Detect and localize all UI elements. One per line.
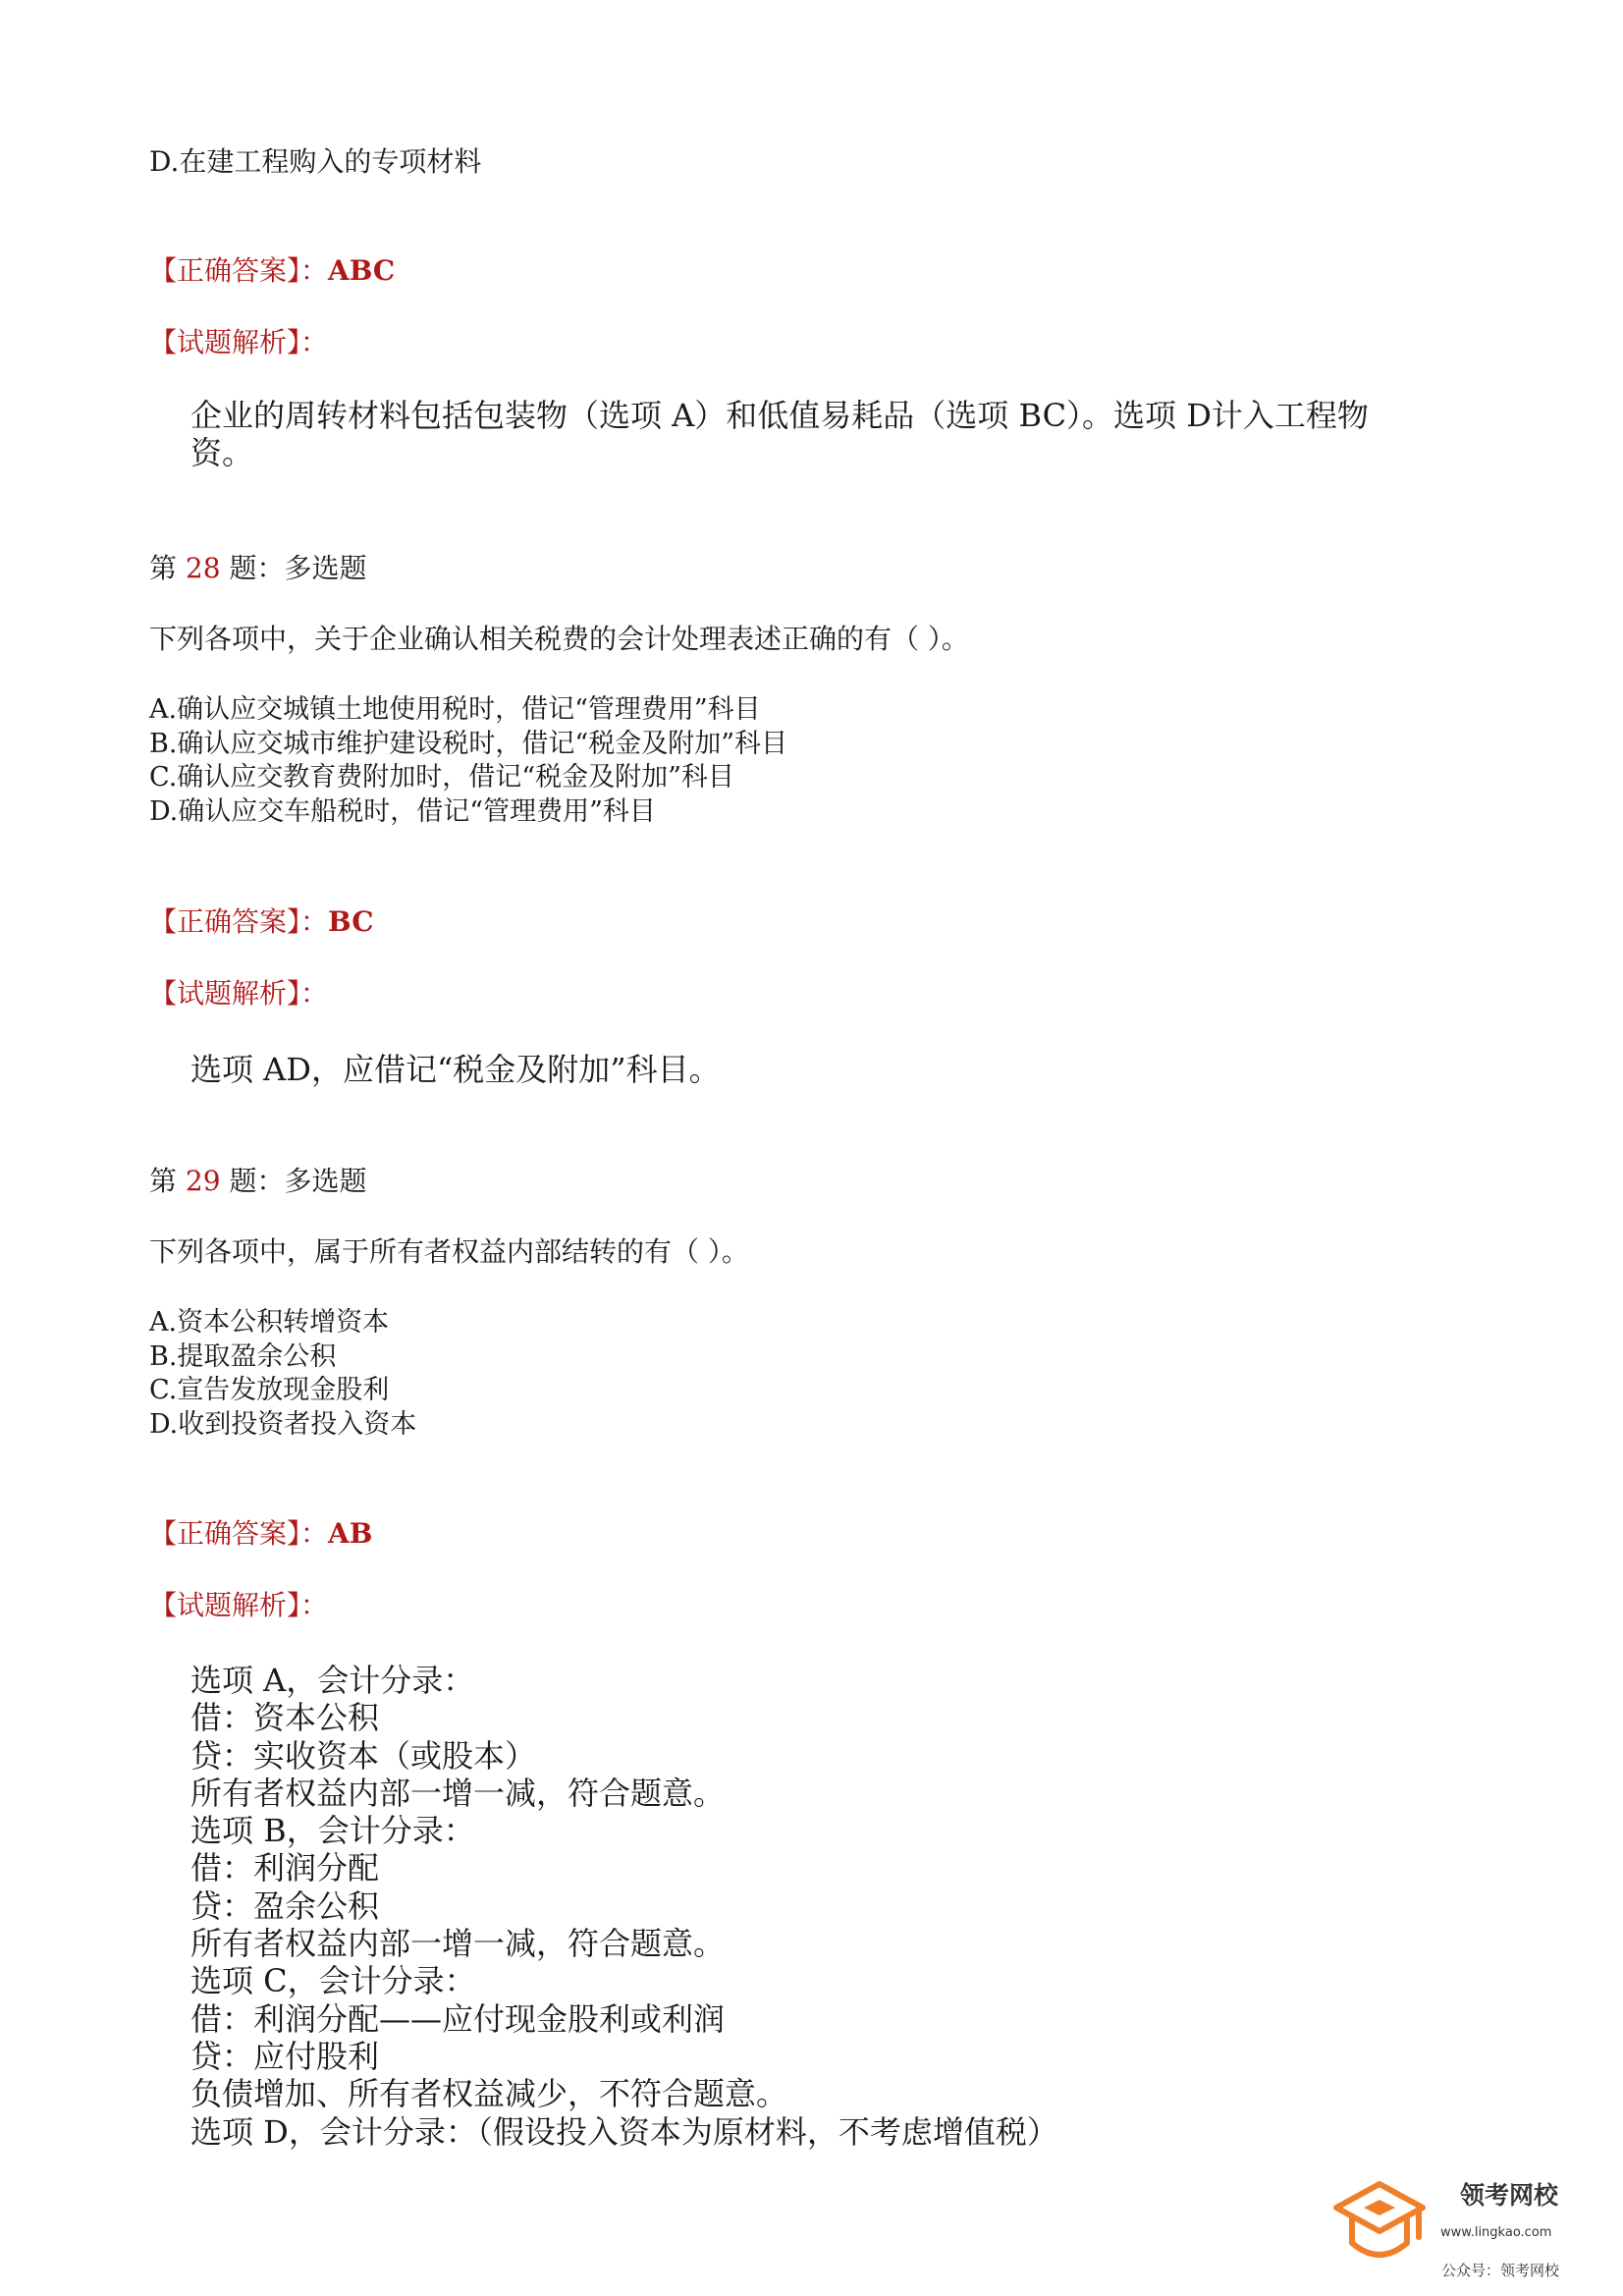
q28-answer <box>149 905 374 939</box>
q27-analysis <box>190 397 1369 472</box>
q28-stem: 下列各项中，关于企业确认相关税费的会计处理表述正确的有（ ）。 <box>149 623 969 655</box>
question-type: 题：多选题 <box>220 1165 367 1197</box>
answer-label: 【正确答案】： <box>149 905 329 938</box>
option-a: A.确认应交城镇土地使用税时，借记“管理费用”科目 <box>149 694 761 725</box>
analysis-line: 借：利润分配——应付现金股利或利润 <box>190 1999 726 2038</box>
q29-stem: 下列各项中，属于所有者权益内部结转的有（ ）。 <box>149 1235 749 1268</box>
question-number: 28 <box>185 552 221 584</box>
q27-analysis-label: 【试题解析】： <box>149 326 329 358</box>
q28-header <box>149 552 366 585</box>
question-prefix: 第 <box>149 552 186 584</box>
q29-analysis-label: 【试题解析】： <box>149 1589 329 1621</box>
q27-option-d: D.在建工程购入的专项材料 <box>149 145 482 178</box>
analysis-line: 选项 AD，应借记“税金及附加”科目。 <box>190 1051 721 1088</box>
q29-options <box>149 1306 416 1442</box>
analysis-line: 借：利润分配 <box>190 1849 380 1887</box>
question-prefix: 第 <box>149 1165 186 1197</box>
q29-analysis <box>190 1662 1058 2151</box>
answer-label: 【正确答案】： <box>149 1517 329 1550</box>
question-number: 29 <box>185 1165 221 1197</box>
watermark-url: www.lingkao.com <box>1440 2225 1552 2240</box>
option-c: C.确认应交教育费附加时，借记“税金及附加”科目 <box>149 762 734 793</box>
option-b: B.提取盈余公积 <box>149 1340 337 1372</box>
analysis-line: 贷：盈余公积 <box>190 1886 380 1925</box>
watermark-public-account: 公众号：领考网校 <box>1441 2262 1560 2279</box>
q28-options <box>149 693 787 829</box>
analysis-line: 借：资本公积 <box>190 1699 380 1737</box>
analysis-line: 所有者权益内部一增一减，符合题意。 <box>190 1925 726 1963</box>
answer-value: BC <box>328 905 374 938</box>
analysis-line: 选项 B，会计分录： <box>190 1812 475 1850</box>
watermark-name: 领考网校 <box>1460 2181 1559 2210</box>
answer-label: 【正确答案】： <box>149 254 329 287</box>
analysis-line: 选项 A，会计分录： <box>190 1662 475 1699</box>
analysis-line: 贷：应付股利 <box>190 2037 380 2075</box>
analysis-line: 负债增加、所有者权益减少，不符合题意。 <box>190 2075 788 2113</box>
graduation-cap-icon <box>1330 2178 1429 2272</box>
analysis-line: 所有者权益内部一增一减，符合题意。 <box>190 1774 726 1812</box>
option-c: C.宣告发放现金股利 <box>149 1375 390 1405</box>
q29-answer <box>149 1517 372 1551</box>
option-a: A.资本公积转增资本 <box>149 1307 390 1338</box>
analysis-line: 贷：实收资本（或股本） <box>190 1736 537 1775</box>
q29-header <box>149 1165 366 1198</box>
analysis-line: 选项 D，会计分录：（假设投入资本为原材料，不考虑增值税） <box>190 2112 1058 2151</box>
q28-analysis <box>190 1051 721 1088</box>
analysis-line: 企业的周转材料包括包装物（选项 A）和低值易耗品（选项 BC）。选项 D计入工程物 <box>190 397 1369 434</box>
option-b: B.确认应交城市维护建设税时，借记“税金及附加”科目 <box>149 728 788 759</box>
analysis-line: 选项 C，会计分录： <box>190 1962 476 2000</box>
answer-value: AB <box>328 1517 373 1550</box>
watermark-logo <box>1330 2174 1596 2290</box>
option-d: D.收到投资者投入资本 <box>149 1408 417 1440</box>
q27-answer <box>149 254 395 288</box>
analysis-line: 资。 <box>190 434 254 472</box>
question-type: 题：多选题 <box>220 552 367 584</box>
answer-value: ABC <box>328 254 396 287</box>
option-d: D.确认应交车船税时，借记“管理费用”科目 <box>149 795 656 827</box>
q28-analysis-label: 【试题解析】： <box>149 977 329 1010</box>
